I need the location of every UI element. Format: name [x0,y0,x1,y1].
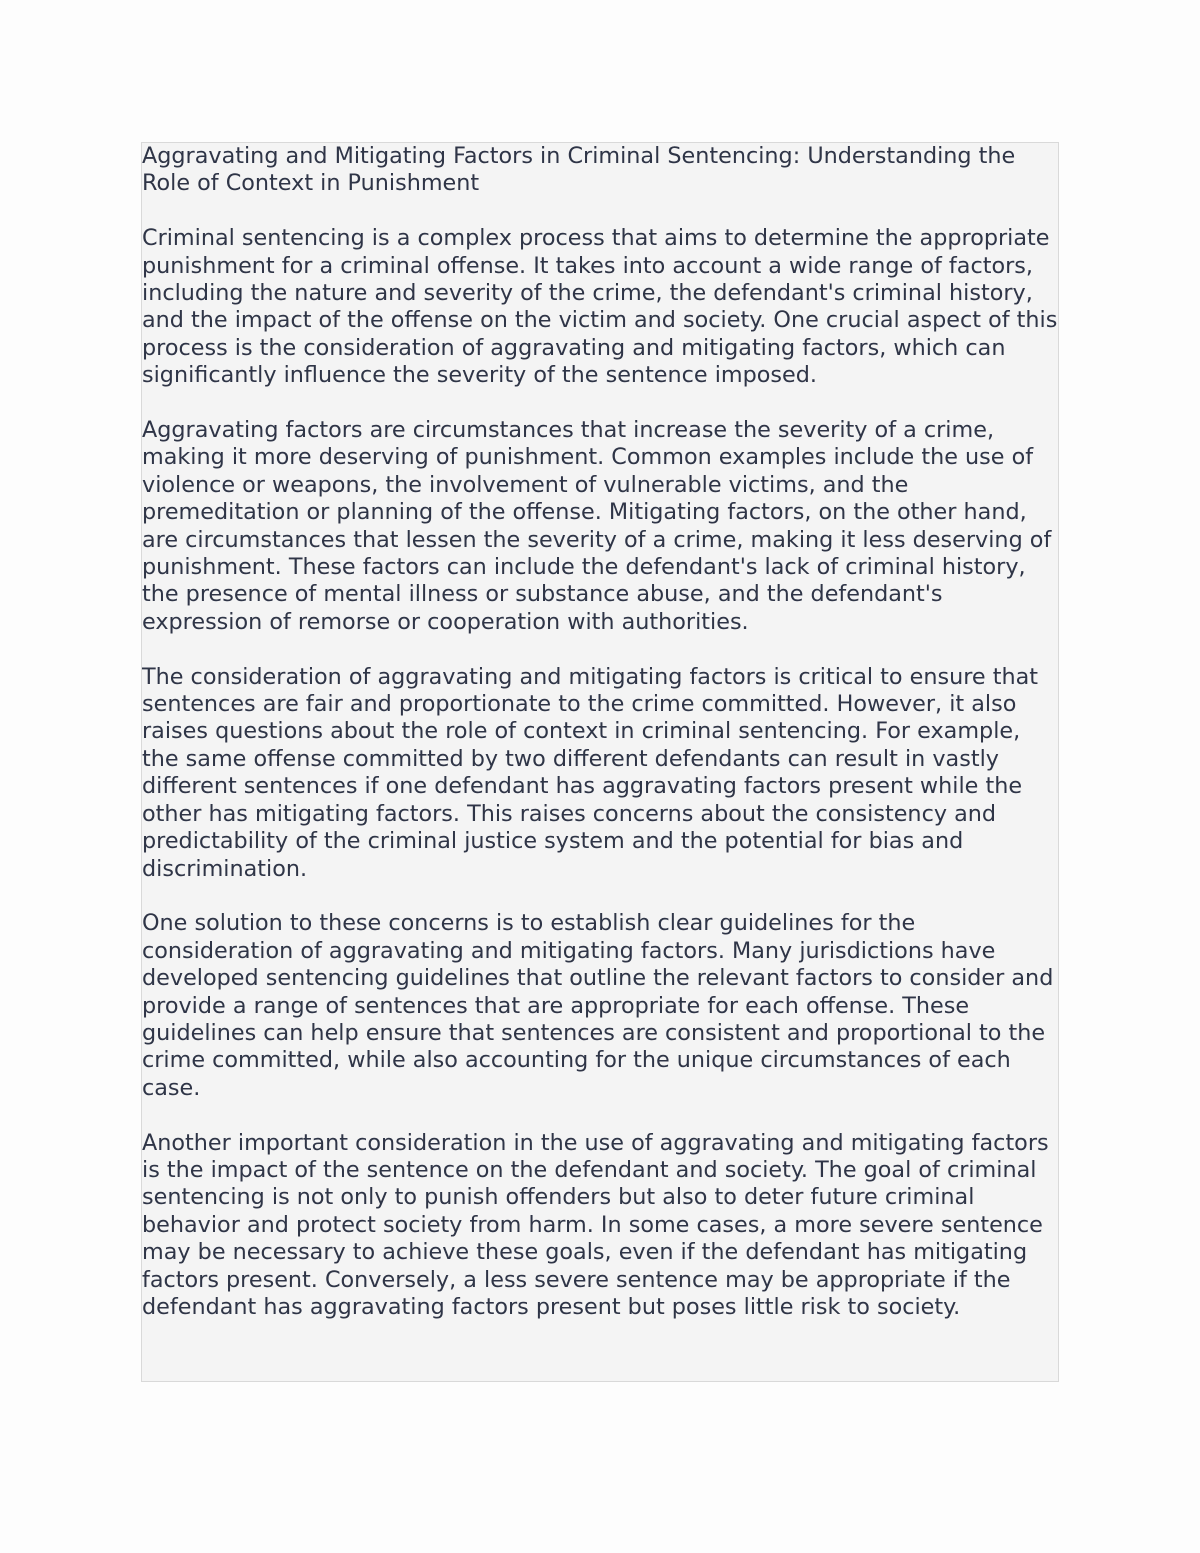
paragraph-4: One solution to these concerns is to establish clear guidelines for the consideration of aggravating and mitigating factors. Many jurisdictions have developed sentencing guidelines that outline the relevant factors to consider and provide a range of sentences that are appropriate for each offense. These guidelines can help ensure that sentences are consistent and proportional to the crime committed, while also accounting for the unique circumstances of each case. [142,910,1054,1101]
document-title: Aggravating and Mitigating Factors in Criminal Sentencing: Understanding the Role of Context in Punishment [142,143,1016,197]
paragraph-1: Criminal sentencing is a complex process that aims to determine the appropriate punishment for a criminal offense. It takes into account a wide range of factors, including the nature and severity of the crime, the defendant's criminal history, and the impact of the offense on the victim and society. One crucial aspect of this process is the consideration of aggravating and mitigating factors, which can significantly influence the severity of the sentence imposed. [142,225,1058,389]
paragraph-3: The consideration of aggravating and mitigating factors is critical to ensure that sentences are fair and proportionate to the crime committed. However, it also raises questions about the role of context in criminal sentencing. For example, the same offense committed by two different defendants can result in vastly different sentences if one defendant has aggravating factors present while the other has mitigating factors. This raises concerns about the consistency and predictability of the criminal justice system and the potential for bias and discrimination. [142,663,1038,882]
document-text-box [141,142,1059,1382]
paragraph-5: Another important consideration in the use of aggravating and mitigating factors is the impact of the sentence on the defendant and society. The goal of criminal sentencing is not only to punish offenders but also to deter future criminal behavior and protect society from harm. In some cases, a more severe sentence may be necessary to achieve these goals, even if the defendant has mitigating factors present. Conversely, a less severe sentence may be appropriate if the defendant has aggravating factors present but poses little risk to society. [142,1129,1049,1320]
paragraph-2: Aggravating factors are circumstances that increase the severity of a crime, making it more deserving of punishment. Common examples include the use of violence or weapons, the involvement of vulnerable victims, and the premeditation or planning of the offense. Mitigating factors, on the other hand, are circumstances that lessen the severity of a crime, making it less deserving of punishment. These factors can include the defendant's lack of criminal history, the presence of mental illness or substance abuse, and the defendant's expression of remorse or cooperation with authorities. [142,417,1052,635]
